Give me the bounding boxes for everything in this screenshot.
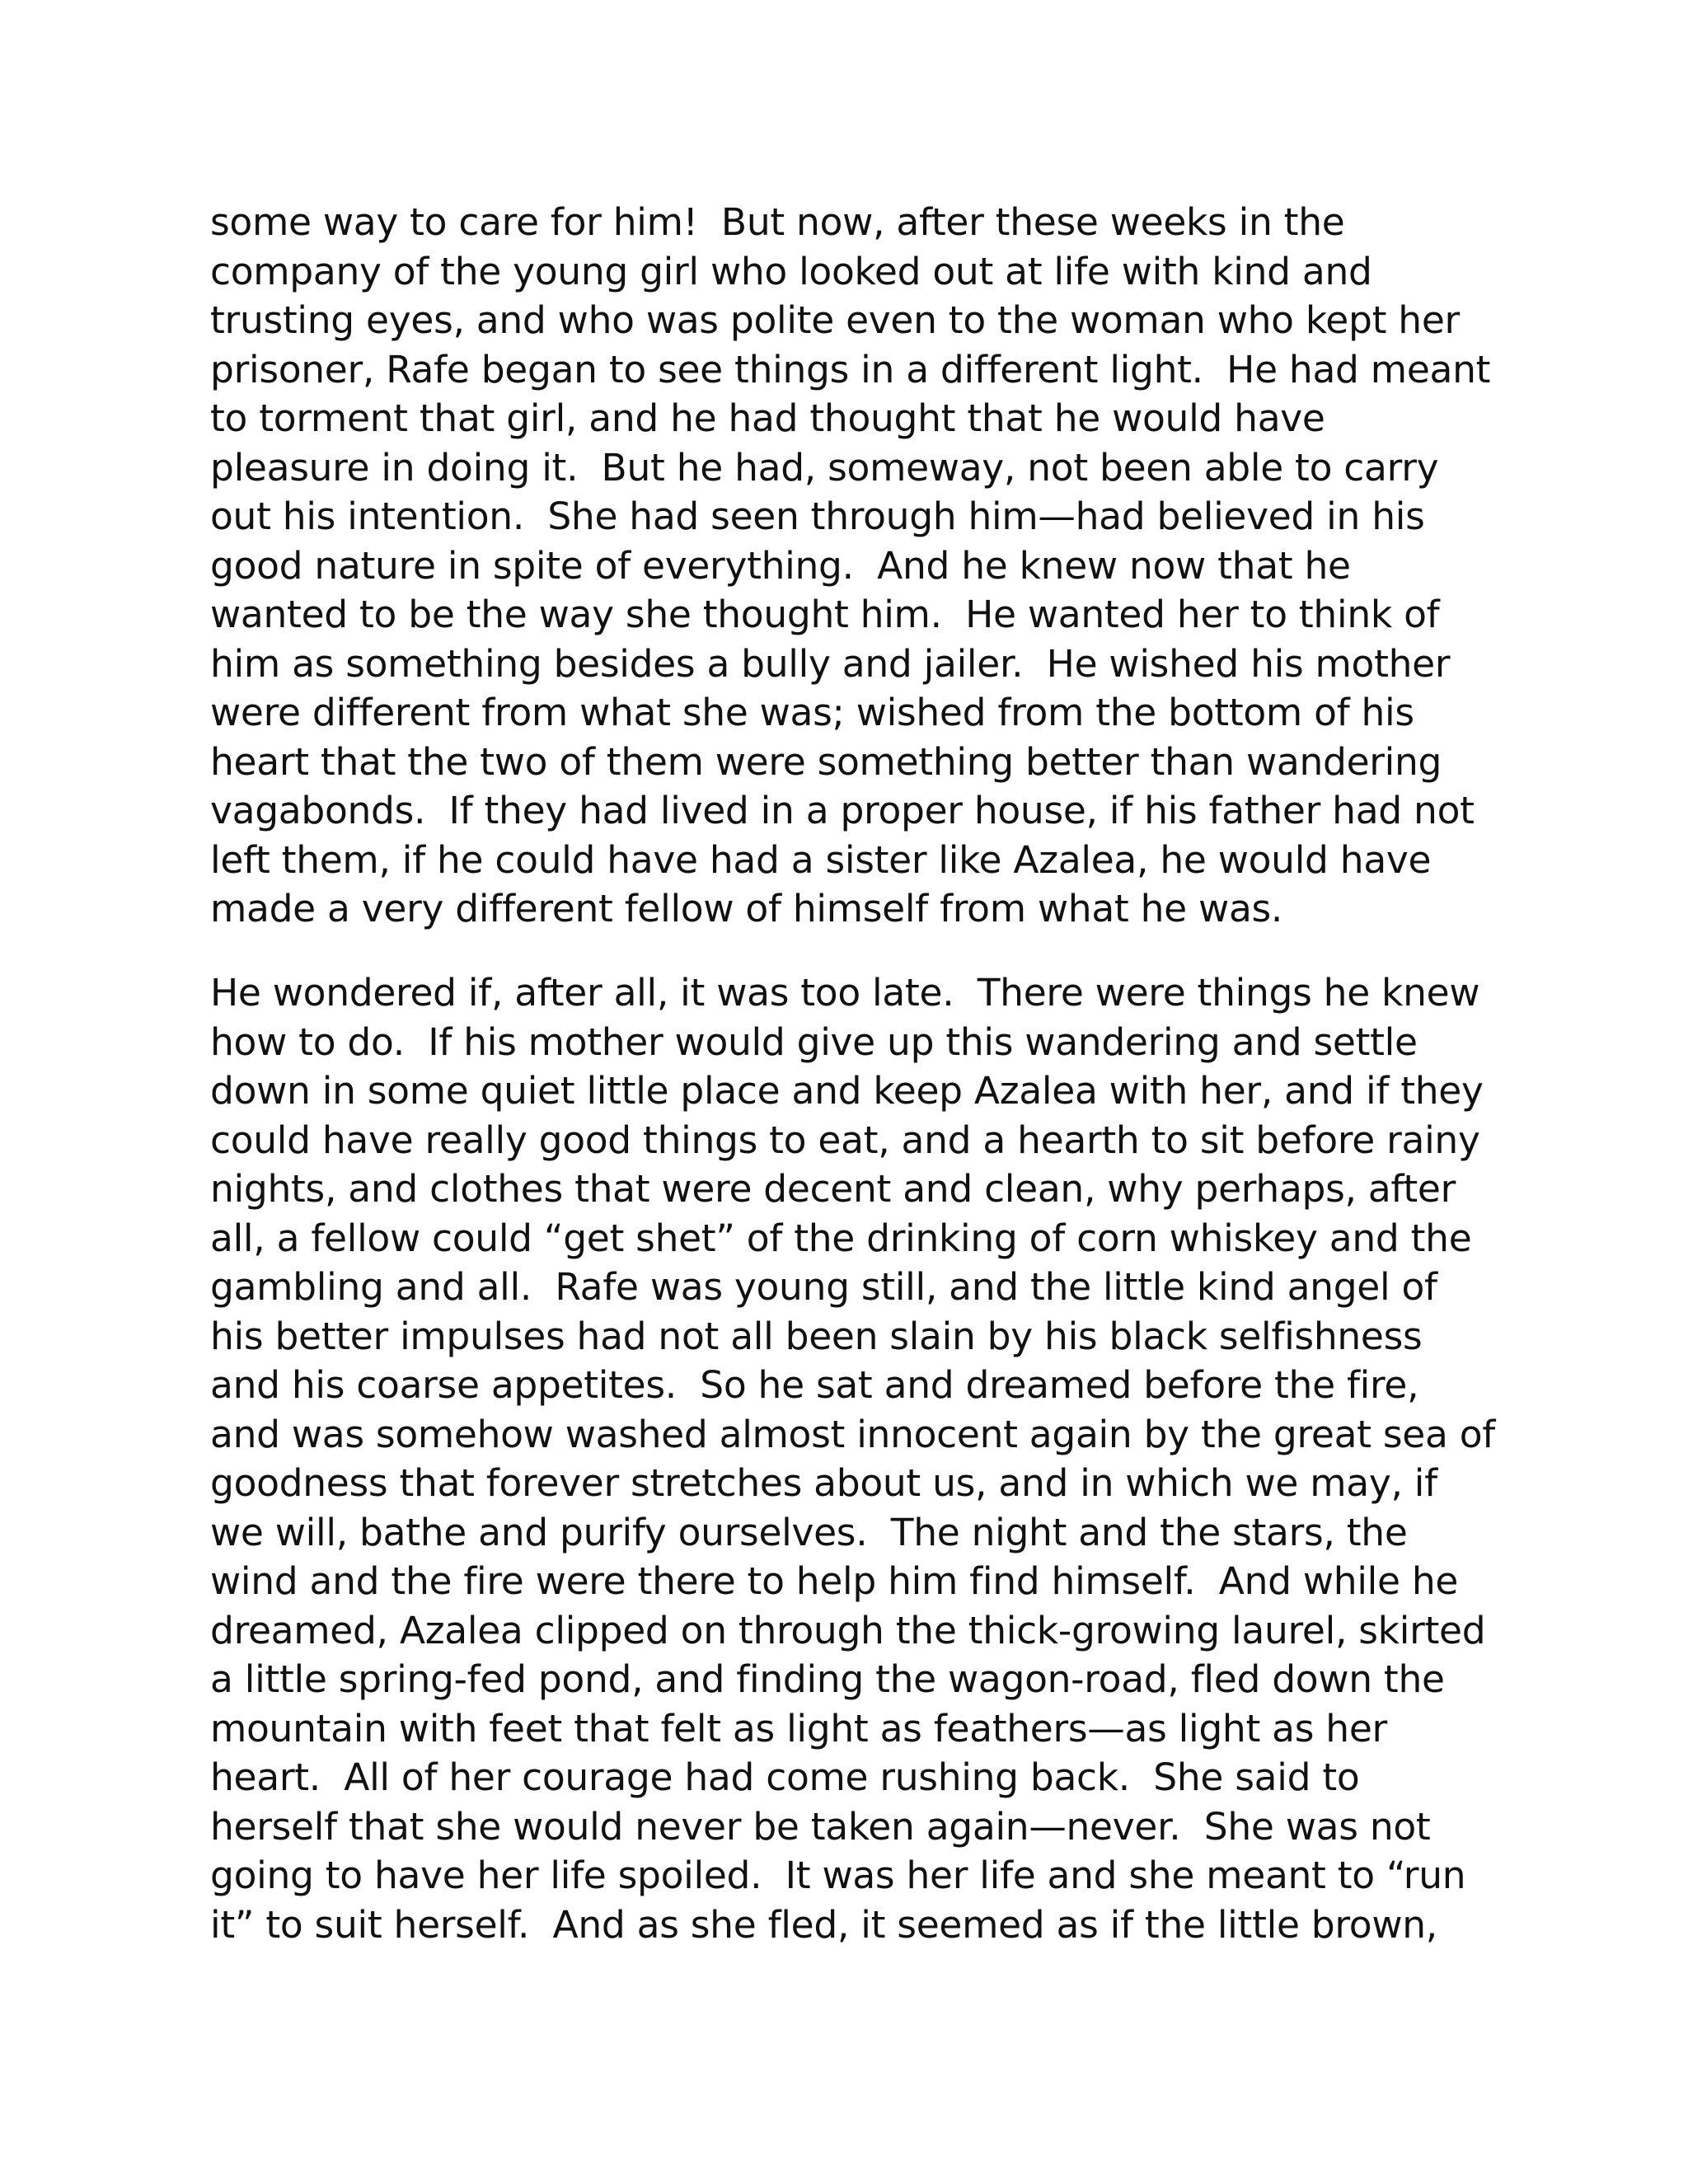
text-line: out his intention. She had seen through him—had believed in his (210, 494, 1425, 538)
text-line: to torment that girl, and he had thought that he would have (210, 396, 1325, 440)
text-line: company of the young girl who looked out at life with kind and (210, 249, 1372, 293)
text-line: it” to suit herself. And as she fled, it seemed as if the little brown, (210, 1902, 1437, 1947)
text-line: all, a fellow could “get shet” of the drinking of corn whiskey and the (210, 1216, 1472, 1260)
text-line: were different from what she was; wished from the bottom of his (210, 691, 1414, 734)
text-line: a little spring-fed pond, and finding the wagon-road, fled down the (210, 1657, 1445, 1701)
paragraph-2 (210, 968, 1496, 1949)
text-line: herself that she would never be taken again—never. She was not (210, 1804, 1431, 1849)
text-line: made a very different fellow of himself from what he was. (210, 887, 1283, 930)
text-line: we will, bathe and purify ourselves. The night and the stars, the (210, 1510, 1408, 1554)
text-line: mountain with feet that felt as light as feathers—as light as her (210, 1706, 1387, 1750)
text-line: some way to care for him! But now, after these weeks in the (210, 200, 1345, 244)
text-line: and his coarse appetites. So he sat and dreamed before the fire, (210, 1363, 1419, 1407)
text-line: pleasure in doing it. But he had, someway, not been able to carry (210, 445, 1439, 490)
text-line: how to do. If his mother would give up this wandering and settle (210, 1019, 1418, 1064)
text-line: gambling and all. Rafe was young still, and the little kind angel of (210, 1265, 1437, 1309)
text-line: nights, and clothes that were decent and clean, why perhaps, after (210, 1167, 1456, 1211)
text-line: wanted to be the way she thought him. He wanted her to think of (210, 593, 1440, 636)
text-line: prisoner, Rafe began to see things in a different light. He had meant (210, 347, 1491, 391)
text-line: trusting eyes, and who was polite even to the woman who kept her (210, 298, 1460, 342)
text-line: good nature in spite of everything. And he knew now that he (210, 543, 1351, 588)
text-line: him as something besides a bully and jailer. He wished his mother (210, 641, 1451, 686)
text-line: heart that the two of them were something better than wandering (210, 739, 1442, 784)
text-line: dreamed, Azalea clipped on through the thick-growing laurel, skirted (210, 1608, 1486, 1652)
paragraph-1 (210, 198, 1496, 934)
text-line: left them, if he could have had a sister like Azalea, he would have (210, 837, 1432, 882)
text-line: He wondered if, after all, it was too late. There were things he knew (210, 971, 1480, 1015)
text-line: heart. All of her courage had come rushing back. She said to (210, 1755, 1360, 1799)
text-line: and was somehow washed almost innocent again by the great sea of (210, 1412, 1495, 1456)
text-line: his better impulses had not all been slain by his black selfishness (210, 1314, 1423, 1358)
text-line: goodness that forever stretches about us, and in which we may, if (210, 1461, 1437, 1505)
text-line: going to have her life spoiled. It was her life and she meant to “run (210, 1854, 1466, 1897)
text-line: could have really good things to eat, and a hearth to sit before rainy (210, 1118, 1480, 1162)
text-line: down in some quiet little place and keep Azalea with her, and if they (210, 1069, 1484, 1113)
text-line: vagabonds. If they had lived in a proper house, if his father had not (210, 789, 1475, 832)
text-line: wind and the fire were there to help him find himself. And while he (210, 1559, 1459, 1603)
